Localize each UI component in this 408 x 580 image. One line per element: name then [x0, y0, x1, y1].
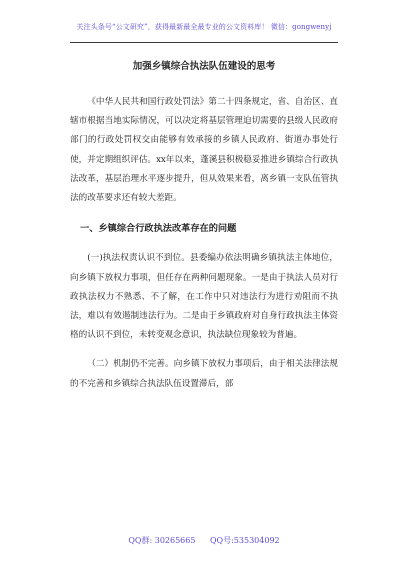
intro-paragraph: 《中华人民共和国行政处罚法》第二十四条规定，省、自治区、直辖市根据当地实际情况，可以决定将基层管理迫切需要的县级人民政府部门的行政处罚权交由能够有效承接的乡镇人民政府、街道办事处行使，并定期组织评估。xx年以来，蓬溪县积极稳妥推进乡镇综合行政执法改革，基层治理水平逐步提升，但从效果来看，离乡镇一支队伍管执法的改革要求还有较大差距。: [70, 97, 338, 204]
section-heading: 一、乡镇综合行政执法改革存在的问题: [80, 223, 237, 235]
qq-group-link[interactable]: QQ群: 30265665: [128, 536, 196, 545]
body-paragraph: （二）机制仍不完善。向乡镇下放权力事项后，由于相关法律法规的不完善和乡镇综合执法队伍设置滞后，部: [70, 359, 338, 389]
body-paragraph: (一)执法权责认识不到位。县委编办依法明确乡镇执法主体地位，向乡镇下放权力事项，但任存在两种问题现象。一是由于执法人员对行政执法权力不熟悉、不了解，在工作中只对违法行为进行劝阻而不执法，难以有效遏制违法行为。二是由于乡镇政府对自身行政执法主体资格的认识不到位，未转变观念意识，执法缺位现象较为普遍。: [70, 253, 338, 341]
qq-number-link[interactable]: QQ号:535304092: [210, 536, 280, 545]
header-divider: [70, 42, 338, 43]
header-banner: 关注头条号“公文研究”，获得最新最全最专业的公文资料库！ 微信：gongwenyj: [76, 23, 332, 31]
document-title: 加强乡镇综合执法队伍建设的思考: [132, 61, 276, 72]
footer-contact: [0, 535, 408, 546]
document-body: [70, 93, 338, 394]
